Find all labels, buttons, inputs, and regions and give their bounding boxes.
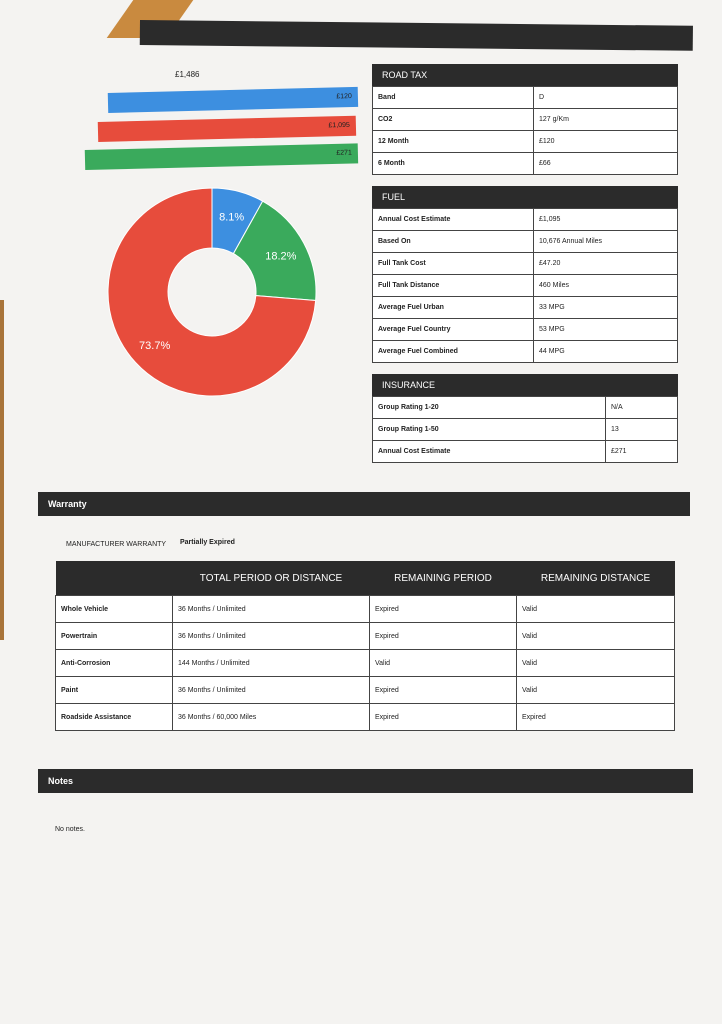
row-value: 33 MPG [534,297,678,319]
table-cell: 36 Months / Unlimited [173,596,370,623]
column-header: REMAINING DISTANCE [517,561,675,596]
table-cell: Expired [370,623,517,650]
top-header-bar [140,20,693,51]
manufacturer-warranty-label: MANUFACTURER WARRANTY [66,541,167,548]
donut-slice-label: 18.2% [265,250,297,263]
insurance-heading: INSURANCE [372,374,678,396]
table-row [373,319,678,341]
row-value: 127 g/Km [534,109,678,131]
table-row [373,341,678,363]
table-row [373,109,678,131]
row-key: Average Fuel Combined [373,341,534,363]
row-value: 53 MPG [534,319,678,341]
row-value: 460 Miles [534,275,678,297]
table-cell: Expired [370,596,517,623]
table-row [373,419,678,441]
table-row [56,677,675,704]
table-row [373,153,678,175]
warranty-table [55,561,675,731]
row-value: £271 [606,441,678,463]
row-value: 10,676 Annual Miles [534,231,678,253]
table-row [373,231,678,253]
row-value: 13 [606,419,678,441]
row-key: Full Tank Cost [373,253,534,275]
fuel-table [372,208,678,363]
row-key: Average Fuel Urban [373,297,534,319]
donut-slice-label: 8.1% [219,211,245,224]
road-tax-table [372,86,678,175]
table-row [373,397,678,419]
table-cell: 36 Months / 60,000 Miles [173,704,370,731]
table-cell: 36 Months / Unlimited [173,623,370,650]
row-key: Band [373,87,534,109]
row-label: Roadside Assistance [56,704,173,731]
cost-bar-label: £271 [336,149,352,157]
notes-text: No notes. [55,826,85,833]
table-cell: Valid [517,596,675,623]
row-key: Annual Cost Estimate [373,441,606,463]
row-label: Paint [56,677,173,704]
row-value: £120 [534,131,678,153]
table-row [56,623,675,650]
donut-slice-label: 73.7% [139,339,171,352]
row-value: N/A [606,397,678,419]
row-key: Annual Cost Estimate [373,209,534,231]
table-cell: Expired [370,677,517,704]
table-cell: 144 Months / Unlimited [173,650,370,677]
row-label: Anti-Corrosion [56,650,173,677]
table-cell: Valid [517,677,675,704]
table-cell: Valid [370,650,517,677]
table-cell: 36 Months / Unlimited [173,677,370,704]
table-row [373,275,678,297]
table-row [56,650,675,677]
column-header: TOTAL PERIOD OR DISTANCE [173,561,370,596]
table-row [56,704,675,731]
table-cell: Valid [517,623,675,650]
cost-total: £1,486 [175,70,200,79]
row-value: 44 MPG [534,341,678,363]
column-header: REMAINING PERIOD [370,561,517,596]
row-value: £66 [534,153,678,175]
cost-bar-label: £120 [336,93,353,101]
row-value: £47.20 [534,253,678,275]
table-row [56,596,675,623]
cost-donut-chart [100,180,325,405]
table-row [373,441,678,463]
table-row [373,253,678,275]
row-value: £1,095 [534,209,678,231]
table-row [373,131,678,153]
table-row [373,87,678,109]
row-key: Based On [373,231,534,253]
cost-bar-fuel [98,116,356,142]
table-row [373,297,678,319]
table-cell: Expired [370,704,517,731]
row-key: 12 Month [373,131,534,153]
row-label: Powertrain [56,623,173,650]
background-edge [0,300,4,640]
road-tax-section [372,64,678,175]
row-key: 6 Month [373,153,534,175]
manufacturer-warranty-value: Partially Expired [180,539,235,546]
table-cell: Valid [517,650,675,677]
cost-bar-label: £1,095 [328,121,350,130]
table-row [373,209,678,231]
insurance-section [372,374,678,463]
warranty-heading: Warranty [38,492,690,516]
row-key: Group Rating 1-50 [373,419,606,441]
fuel-heading: FUEL [372,186,678,208]
row-key: Full Tank Distance [373,275,534,297]
column-header [56,561,173,596]
row-key: Average Fuel Country [373,319,534,341]
row-key: Group Rating 1-20 [373,397,606,419]
table-cell: Expired [517,704,675,731]
notes-heading: Notes [38,769,693,793]
road-tax-heading: ROAD TAX [372,64,678,86]
row-value: D [534,87,678,109]
table-header-row [56,561,675,596]
insurance-table [372,396,678,463]
row-label: Whole Vehicle [56,596,173,623]
cost-bar-road-tax [108,87,358,113]
row-key: CO2 [373,109,534,131]
fuel-section [372,186,678,363]
cost-bar-insurance [85,143,358,170]
